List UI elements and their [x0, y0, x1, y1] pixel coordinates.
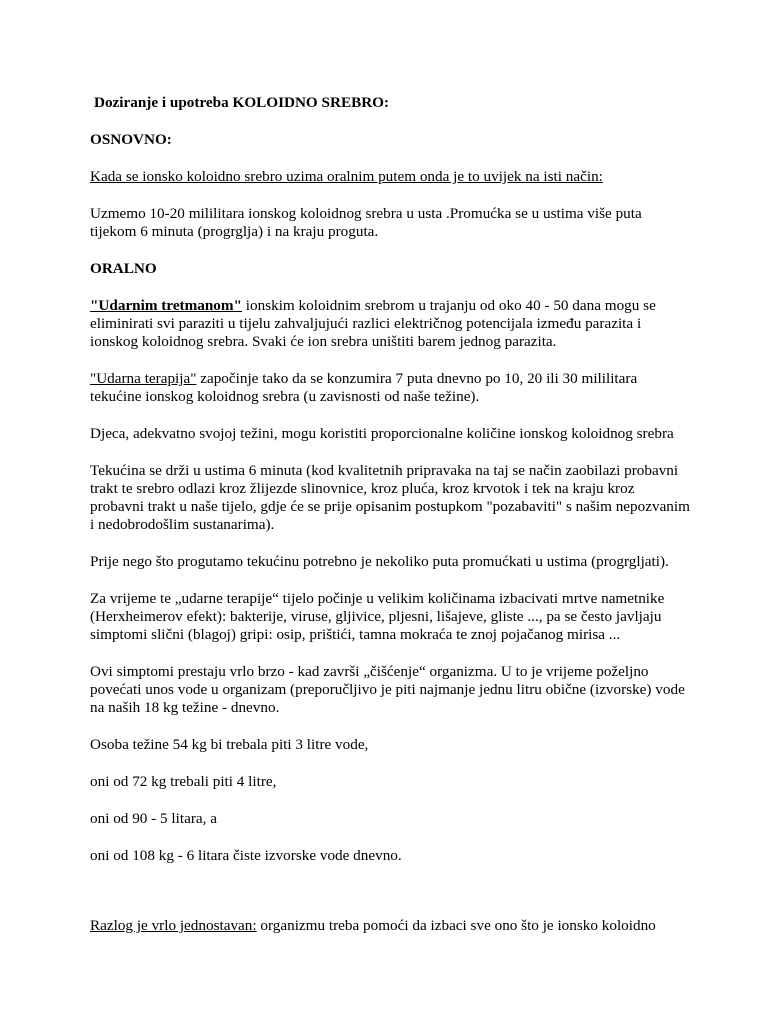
paragraph-progutamo: Prije nego što progutamo tekućinu potrebno je nekoliko puta promućkati u ustima (progrgljati). [90, 553, 669, 570]
paragraph-udarni-tretman [90, 297, 690, 351]
paragraph-udarna-terapija [90, 370, 690, 406]
underlined-text: Kada se ionsko koloidno srebro uzima oralnim putem onda je to uvijek na isti način: [90, 168, 603, 185]
paragraph-text: ionskim koloidnim srebrom u trajanju od oko 40 - 50 dana mogu se eliminirati svi paraziti u tijelu zahvaljujući razlici električnog potencijala između parazita i ionskog koloidnog srebra. Svaki će ion srebra uništiti barem jednog parazita. [90, 297, 656, 350]
document-body [90, 94, 690, 954]
paragraph-108kg: oni od 108 kg - 6 litara čiste izvorske vode dnevno. [90, 847, 402, 864]
paragraph-razlog [90, 917, 690, 935]
underlined-term: "Udarna terapija" [90, 370, 197, 387]
document-title: Doziranje i upotreba KOLOIDNO SREBRO: [94, 94, 390, 111]
paragraph-djeca: Djeca, adekvatno svojoj težini, mogu koristiti proporcionalne količine ionskog koloidnog srebra [90, 425, 674, 442]
heading-osnovno: OSNOVNO: [90, 131, 172, 148]
paragraph-tekucina: Tekućina se drži u ustima 6 minuta (kod kvalitetnih pripravaka na taj se način zaobilazi probavni trakt te srebro odlazi kroz žlijezde slinovnice, kroz pluća, kroz krvotok i tek na kraju kroz probavni trakt u naše tijelo, gdje će se prije opisanim postupkom "pozabaviti" s našim nepozvanim i nedobrodošlim sustanarima). [90, 462, 690, 533]
paragraph-intro [90, 168, 690, 186]
paragraph-herxheimer: Za vrijeme te „udarne terapije“ tijelo počinje u velikim količinama izbacivati mrtve nametnike (Herxheimerov efekt): bakterije, viruse, gljivice, pljesni, lišajeve, gliste ..., pa se često javljaju simptomi slični (blagoj) gripi: osip, prištići, tamna mokraća te znoj pojačanog mirisa ... [90, 590, 665, 643]
paragraph-72kg: oni od 72 kg trebali piti 4 litre, [90, 773, 277, 790]
bold-underlined-term: "Udarnim tretmanom" [90, 297, 242, 314]
paragraph-dosage: Uzmemo 10-20 mililitara ionskog koloidnog srebra u usta .Promućka se u ustima više puta tijekom 6 minuta (progrglja) i na kraju proguta. [90, 205, 642, 240]
paragraph-54kg: Osoba težine 54 kg bi trebala piti 3 litre vode, [90, 736, 369, 753]
paragraph-text: započinje tako da se konzumira 7 puta dnevno po 10, 20 ili 30 mililitara tekućine ionskog koloidnog srebra (u zavisnosti od naše težine). [90, 370, 638, 405]
heading-oralno: ORALNO [90, 260, 157, 277]
paragraph-90kg: oni od 90 - 5 litara, a [90, 810, 217, 827]
paragraph-simptomi: Ovi simptomi prestaju vrlo brzo - kad završi „čišćenje“ organizma. U to je vrijeme poželjno povećati unos vode u organizam (preporučljivo je piti najmanje jednu litru obične (izvorske) vode na naših 18 kg težine - dnevno. [90, 663, 685, 716]
paragraph-text: organizmu treba pomoći da izbaci sve ono što je ionsko koloidno [256, 917, 656, 934]
underlined-text: Razlog je vrlo jednostavan: [90, 917, 257, 934]
